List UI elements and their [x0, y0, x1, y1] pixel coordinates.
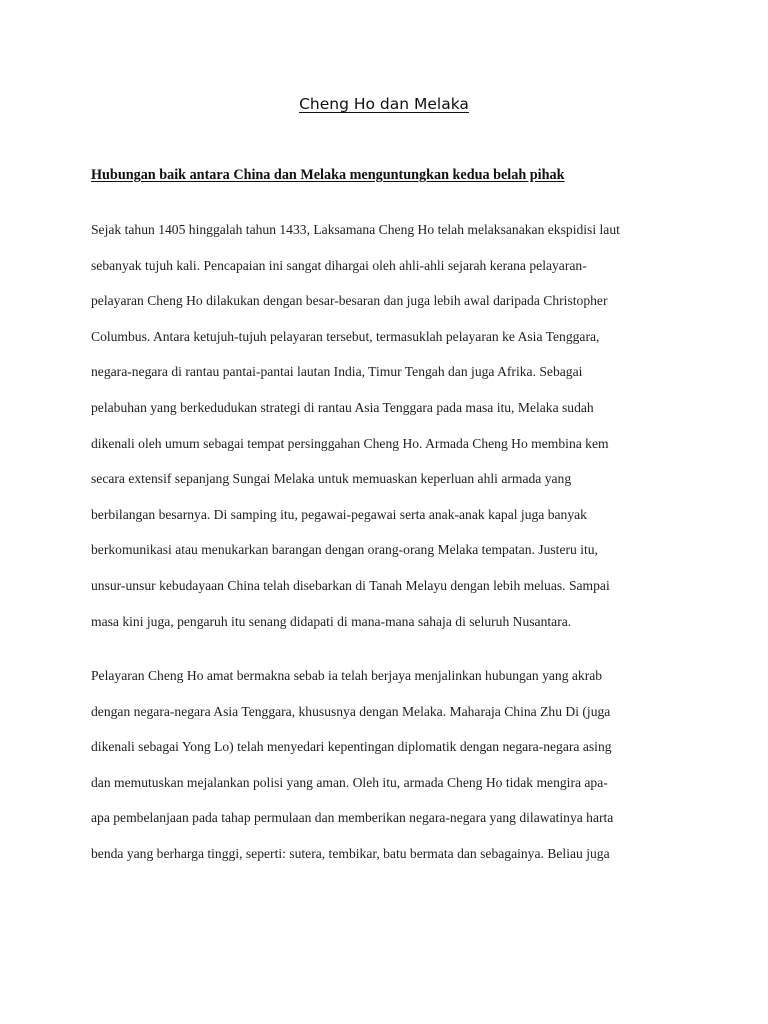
paragraph-line: sebanyak tujuh kali. Pencapaian ini sangat dihargai oleh ahli-ahli sejarah kerana pelayaran-: [91, 257, 587, 273]
paragraph-line: secara extensif sepanjang Sungai Melaka untuk memuaskan keperluan ahli armada yang: [91, 471, 572, 487]
paragraph-line: Pelayaran Cheng Ho amat bermakna sebab ia telah berjaya menjalinkan hubungan yang akrab: [91, 668, 603, 683]
paragraph-line: benda yang berharga tinggi, seperti: sutera, tembikar, batu bermata dan sebagainya. Beliau juga: [91, 845, 610, 861]
paragraph-line: negara-negara di rantau pantai-pantai lautan India, Timur Tengah dan juga Afrika. Sebagai: [91, 364, 583, 380]
paragraph-1: [91, 220, 691, 647]
paragraph-line: dikenali sebagai Yong Lo) telah menyedari kepentingan diplomatik dengan negara-negara asing: [91, 739, 612, 755]
paragraph-line: berbilangan besarnya. Di samping itu, pegawai-pegawai serta anak-anak kapal juga banyak: [91, 506, 587, 522]
paragraph-line: Sejak tahun 1405 hinggalah tahun 1433, Laksamana Cheng Ho telah melaksanakan ekspidisi laut: [91, 222, 620, 237]
paragraph-line: dikenali oleh umum sebagai tempat persinggahan Cheng Ho. Armada Cheng Ho membina kem: [91, 435, 609, 451]
paragraph-line: apa pembelanjaan pada tahap permulaan dan memberikan negara-negara yang dilawatinya harta: [91, 810, 614, 826]
paragraph-line: dan memutuskan mejalankan polisi yang aman. Oleh itu, armada Cheng Ho tidak mengira apa-: [91, 774, 608, 790]
paragraph-line: berkomunikasi atau menukarkan barangan dengan orang-orang Melaka tempatan. Justeru itu,: [91, 542, 598, 558]
paragraph-line: unsur-unsur kebudayaan China telah disebarkan di Tanah Melayu dengan lebih meluas. Sampai: [91, 577, 610, 593]
paragraph-line: pelabuhan yang berkedudukan strategi di rantau Asia Tenggara pada masa itu, Melaka sudah: [91, 399, 594, 415]
paragraph-2: [91, 666, 691, 880]
paragraph-line: Columbus. Antara ketujuh-tujuh pelayaran tersebut, termasuklah pelayaran ke Asia Tenggara,: [91, 328, 600, 344]
paragraph-line: masa kini juga, pengaruh itu senang didapati di mana-mana sahaja di seluruh Nusantara.: [91, 613, 572, 629]
paragraph-line: dengan negara-negara Asia Tenggara, khususnya dengan Melaka. Maharaja China Zhu Di (juga: [91, 703, 611, 719]
document-title: Cheng Ho dan Melaka: [299, 95, 469, 113]
paragraph-line: pelayaran Cheng Ho dilakukan dengan besar-besaran dan juga lebih awal daripada Christopher: [91, 293, 608, 309]
section-heading: Hubungan baik antara China dan Melaka menguntungkan kedua belah pihak: [91, 167, 565, 183]
